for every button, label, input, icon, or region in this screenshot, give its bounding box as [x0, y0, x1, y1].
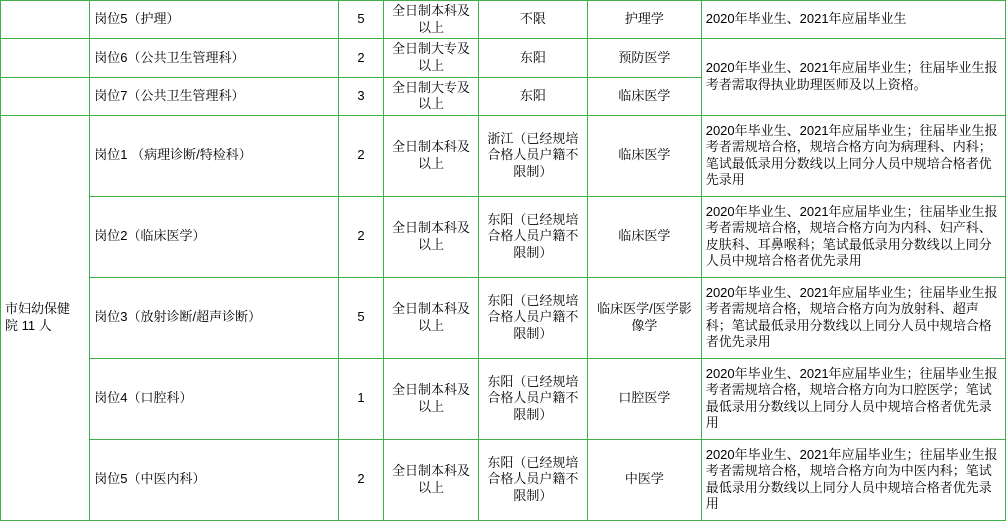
table-row	[1, 1, 1006, 39]
cell-note: 2020年毕业生、2021年应届毕业生；往届毕业生报考者需规培合格，规培合格方向为病理科、内科；笔试最低录用分数线以上同分人员中规培合格者优先录用	[701, 115, 1005, 196]
cell-household: 东阳（已经规培合格人员户籍不限制）	[478, 439, 588, 520]
table-row	[1, 358, 1006, 439]
cell-household: 东阳（已经规培合格人员户籍不限制）	[478, 277, 588, 358]
cell-major: 临床医学/医学影像学	[588, 277, 702, 358]
cell-major: 护理学	[588, 1, 702, 39]
cell-household: 东阳	[478, 77, 588, 115]
cell-org	[1, 1, 90, 39]
cell-education: 全日制大专及以上	[384, 39, 478, 77]
cell-household: 东阳（已经规培合格人员户籍不限制）	[478, 196, 588, 277]
cell-major: 口腔医学	[588, 358, 702, 439]
cell-note: 2020年毕业生、2021年应届毕业生	[701, 1, 1005, 39]
table-row	[1, 277, 1006, 358]
cell-major: 临床医学	[588, 77, 702, 115]
cell-major: 预防医学	[588, 39, 702, 77]
cell-count: 5	[338, 1, 384, 39]
cell-household: 东阳（已经规培合格人员户籍不限制）	[478, 358, 588, 439]
cell-post: 岗位5（护理）	[90, 1, 338, 39]
cell-count: 2	[338, 439, 384, 520]
cell-post: 岗位7（公共卫生管理科）	[90, 77, 338, 115]
cell-education: 全日制本科及以上	[384, 439, 478, 520]
table-row	[1, 115, 1006, 196]
cell-household: 不限	[478, 1, 588, 39]
cell-note: 2020年毕业生、2021年应届毕业生；往届毕业生报考者需规培合格，规培合格方向为口腔医学；笔试最低录用分数线以上同分人员中规培合格者优先录用	[701, 358, 1005, 439]
table-row	[1, 196, 1006, 277]
cell-note: 2020年毕业生、2021年应届毕业生；往届毕业生报考者需规培合格，规培合格方向为放射科、超声科；笔试最低录用分数线以上同分人员中规培合格者优先录用	[701, 277, 1005, 358]
cell-major: 临床医学	[588, 196, 702, 277]
cell-education: 全日制本科及以上	[384, 1, 478, 39]
cell-education: 全日制本科及以上	[384, 115, 478, 196]
cell-education: 全日制本科及以上	[384, 277, 478, 358]
cell-note: 2020年毕业生、2021年应届毕业生；往届毕业生报考者需规培合格，规培合格方向为中医内科；笔试最低录用分数线以上同分人员中规培合格者优先录用	[701, 439, 1005, 520]
cell-note: 2020年毕业生、2021年应届毕业生；往届毕业生报考者需取得执业助理医师及以上资格。	[701, 39, 1005, 116]
cell-count: 5	[338, 277, 384, 358]
cell-major: 中医学	[588, 439, 702, 520]
org-label: 市妇幼保健院 11 人	[5, 301, 71, 333]
cell-count: 1	[338, 358, 384, 439]
cell-org	[1, 77, 90, 115]
cell-household: 浙江（已经规培合格人员户籍不限制）	[478, 115, 588, 196]
cell-post: 岗位2（临床医学）	[90, 196, 338, 277]
cell-post: 岗位3（放射诊断/超声诊断）	[90, 277, 338, 358]
cell-household: 东阳	[478, 39, 588, 77]
cell-post: 岗位4（口腔科）	[90, 358, 338, 439]
cell-education: 全日制大专及以上	[384, 77, 478, 115]
cell-org	[1, 39, 90, 77]
cell-count: 2	[338, 196, 384, 277]
cell-education: 全日制本科及以上	[384, 358, 478, 439]
cell-post: 岗位6（公共卫生管理科）	[90, 39, 338, 77]
cell-major: 临床医学	[588, 115, 702, 196]
table-row	[1, 39, 1006, 77]
cell-note: 2020年毕业生、2021年应届毕业生；往届毕业生报考者需规培合格，规培合格方向为内科、妇产科、皮肤科、耳鼻喉科；笔试最低录用分数线以上同分人员中规培合格者优先录用	[701, 196, 1005, 277]
cell-education: 全日制本科及以上	[384, 196, 478, 277]
cell-count: 3	[338, 77, 384, 115]
table-row	[1, 439, 1006, 520]
cell-org-merged	[1, 115, 90, 520]
cell-count: 2	[338, 39, 384, 77]
cell-count: 2	[338, 115, 384, 196]
cell-post: 岗位5（中医内科）	[90, 439, 338, 520]
cell-post: 岗位1 （病理诊断/特检科）	[90, 115, 338, 196]
